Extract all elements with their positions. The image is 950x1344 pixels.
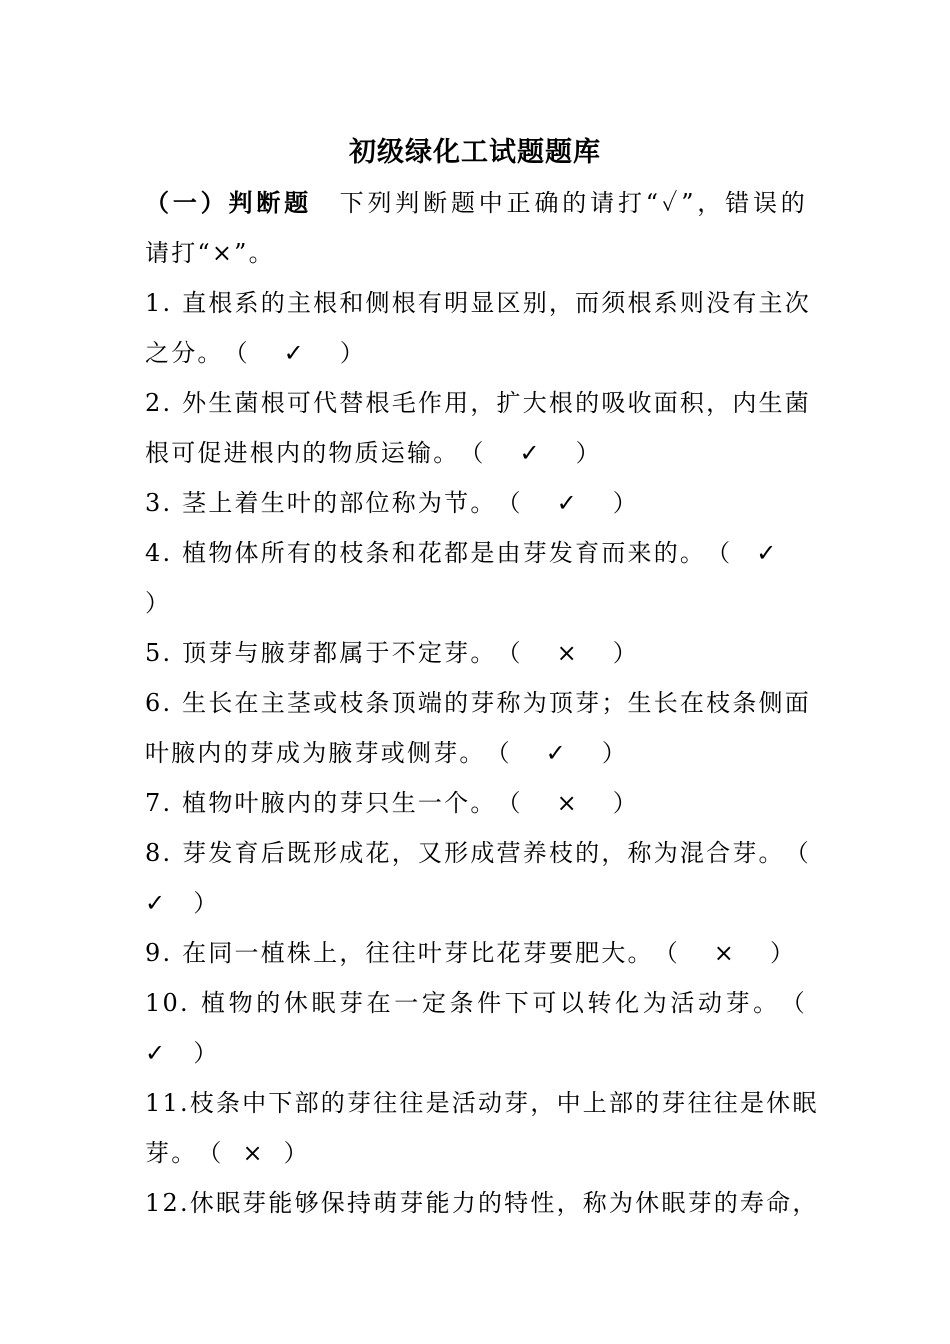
question-8: 8. 芽发育后既形成花，又形成营养枝的，称为混合芽。（: [145, 839, 811, 867]
answer-mark: ✓: [756, 539, 779, 567]
question-7: 7. 植物叶腋内的芽只生一个。（ × ）: [145, 778, 807, 828]
question-9: 9. 在同一植株上，往往叶芽比花芽要肥大。（ × ）: [145, 928, 807, 978]
question-5: 5. 顶芽与腋芽都属于不定芽。（ × ）: [145, 628, 807, 678]
question-11-cont: 芽。（ × ）: [145, 1128, 807, 1178]
question-6: 6. 生长在主茎或枝条顶端的芽称为顶芽；生长在枝条侧面: [145, 689, 811, 717]
section-instruction-cont: 请打“×”。: [145, 239, 275, 267]
answer-mark: ✓: [145, 889, 168, 917]
section-instruction: 下列判断题中正确的请打“✓”，错误的: [338, 189, 807, 217]
question-2: 2. 外生菌根可代替根毛作用，扩大根的吸收面积，内生菌: [145, 389, 811, 417]
question-10-cont: ✓ ）: [145, 1039, 220, 1067]
answer-mark: ✓: [145, 1039, 168, 1067]
answer-mark: ✓: [283, 339, 306, 367]
answer-mark: ×: [556, 789, 579, 817]
answer-mark: ×: [556, 639, 579, 667]
question-8-cont: ✓ ）: [145, 889, 220, 917]
question-10: 10. 植物的休眠芽在一定条件下可以转化为活动芽。（: [145, 989, 807, 1017]
question-3: 3. 茎上着生叶的部位称为节。（ ✓ ）: [145, 478, 807, 528]
answer-mark: ×: [713, 939, 737, 967]
question-list: [145, 178, 819, 1228]
answer-mark: ✓: [519, 439, 542, 467]
question-6-cont: 叶腋内的芽成为腋芽或侧芽。（ ✓ ）: [145, 728, 807, 778]
section-header: [145, 178, 807, 228]
question-4: 4. 植物体所有的枝条和花都是由芽发育而来的。（ ✓: [145, 528, 807, 578]
answer-mark: ✓: [556, 489, 579, 517]
question-1: 1. 直根系的主根和侧根有明显区别，而须根系则没有主次: [145, 289, 811, 317]
question-2-cont: 根可促进根内的物质运输。（ ✓ ）: [145, 428, 807, 478]
answer-mark: ×: [242, 1139, 265, 1167]
answer-mark: ✓: [545, 739, 568, 767]
question-11: 11.枝条中下部的芽往往是活动芽，中上部的芽往往是休眠: [145, 1089, 819, 1117]
section-label: （一）判断题: [145, 188, 312, 217]
page-title: 初级绿化工试题题库: [349, 137, 601, 168]
question-12: 12.休眠芽能够保持萌芽能力的特性，称为休眠芽的寿命，: [145, 1189, 819, 1217]
question-1-cont: 之分。（ ✓ ）: [145, 328, 807, 378]
question-4-cont: ）: [145, 589, 172, 617]
